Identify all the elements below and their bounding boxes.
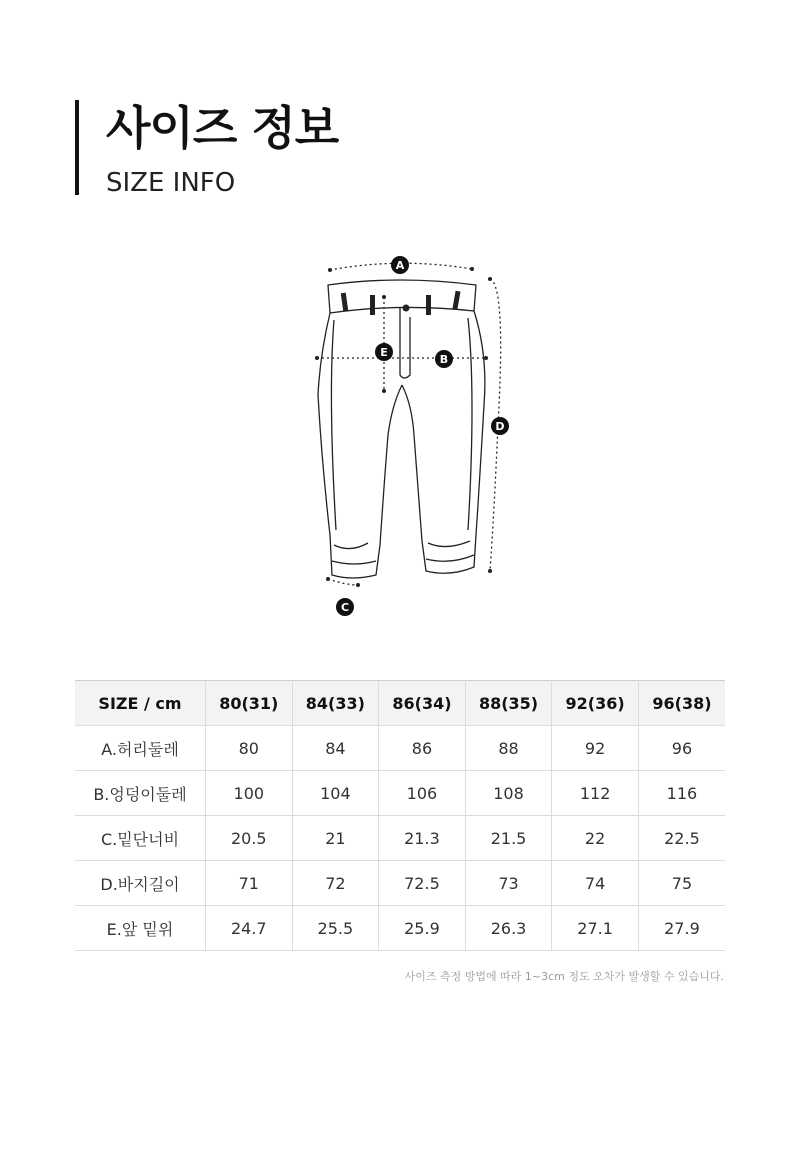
table-row xyxy=(75,726,725,771)
table-cell: 75 xyxy=(638,861,725,906)
table-cell: 27.9 xyxy=(638,906,725,951)
title-accent-bar xyxy=(75,100,79,195)
row-label: C.밑단너비 xyxy=(75,816,206,861)
label-e-badge xyxy=(375,343,393,361)
label-b: B xyxy=(439,353,449,366)
size-table xyxy=(75,680,725,951)
label-b-badge xyxy=(435,350,453,368)
table-cell: 72.5 xyxy=(379,861,466,906)
table-cell: 24.7 xyxy=(206,906,293,951)
page-subtitle: SIZE INFO xyxy=(106,168,236,198)
table-cell: 27.1 xyxy=(552,906,639,951)
table-cell: 84 xyxy=(292,726,379,771)
row-label: D.바지길이 xyxy=(75,861,206,906)
label-d: D xyxy=(495,420,505,433)
column-header: 88(35) xyxy=(465,681,552,726)
table-cell: 21 xyxy=(292,816,379,861)
table-cell: 86 xyxy=(379,726,466,771)
label-a: A xyxy=(395,259,405,272)
table-cell: 21.3 xyxy=(379,816,466,861)
table-cell: 100 xyxy=(206,771,293,816)
table-cell: 22.5 xyxy=(638,816,725,861)
table-cell: 108 xyxy=(465,771,552,816)
table-cell: 25.5 xyxy=(292,906,379,951)
column-header: 84(33) xyxy=(292,681,379,726)
table-header-row xyxy=(75,681,725,726)
table-cell: 20.5 xyxy=(206,816,293,861)
column-header: 80(31) xyxy=(206,681,293,726)
table-cell: 80 xyxy=(206,726,293,771)
page-title: 사이즈 정보 xyxy=(106,101,339,155)
table-row xyxy=(75,771,725,816)
label-c: C xyxy=(340,601,350,614)
table-cell: 92 xyxy=(552,726,639,771)
label-d-badge xyxy=(491,417,509,435)
table-row xyxy=(75,906,725,951)
row-label: B.엉덩이둘레 xyxy=(75,771,206,816)
column-header-size: SIZE / cm xyxy=(75,681,206,726)
pants-measurement-diagram xyxy=(300,245,520,625)
table-cell: 74 xyxy=(552,861,639,906)
table-cell: 112 xyxy=(552,771,639,816)
table-cell: 88 xyxy=(465,726,552,771)
label-e: E xyxy=(380,346,388,359)
table-cell: 73 xyxy=(465,861,552,906)
table-cell: 26.3 xyxy=(465,906,552,951)
table-cell: 96 xyxy=(638,726,725,771)
table-cell: 21.5 xyxy=(465,816,552,861)
table-row xyxy=(75,861,725,906)
table-cell: 116 xyxy=(638,771,725,816)
table-cell: 72 xyxy=(292,861,379,906)
label-c-badge xyxy=(336,598,354,616)
column-header: 92(36) xyxy=(552,681,639,726)
table-cell: 106 xyxy=(379,771,466,816)
row-label: E.앞 밑위 xyxy=(75,906,206,951)
table-cell: 104 xyxy=(292,771,379,816)
column-header: 86(34) xyxy=(379,681,466,726)
table-cell: 71 xyxy=(206,861,293,906)
row-label: A.허리둘레 xyxy=(75,726,206,771)
table-cell: 22 xyxy=(552,816,639,861)
table-cell: 25.9 xyxy=(379,906,466,951)
label-a-badge xyxy=(391,256,409,274)
measurement-note: 사이즈 측정 방법에 따라 1~3cm 정도 오차가 발생할 수 있습니다. xyxy=(404,970,724,983)
table-row xyxy=(75,816,725,861)
column-header: 96(38) xyxy=(638,681,725,726)
